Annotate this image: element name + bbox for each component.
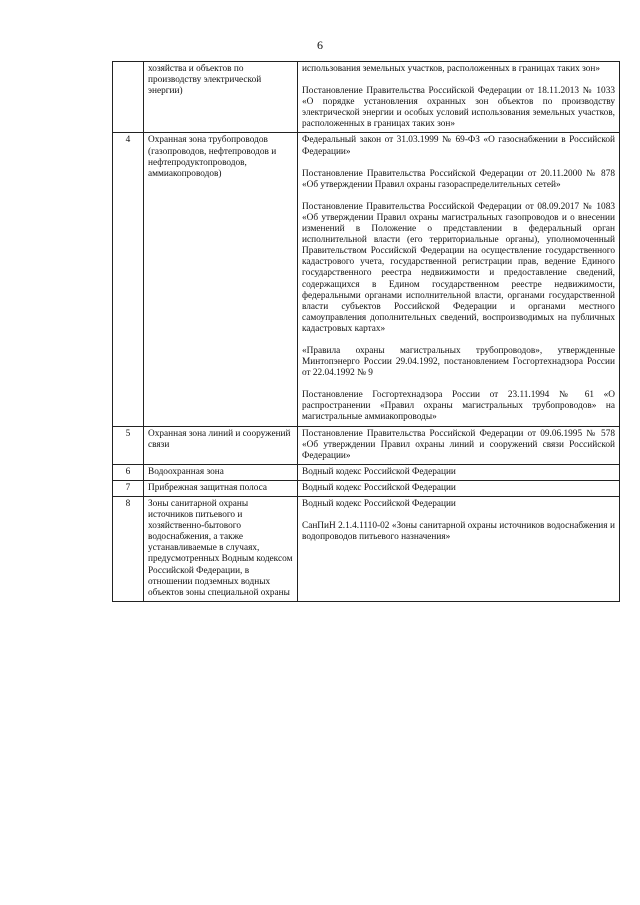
document-reference: Постановление Правительства Российской Федерации от 08.09.2017 № 1083 «Об утверждении Правил охраны магистральных газопроводов и о внесении изменений в Положение о представлении в федеральный орган исполнительной власти (его территориальные органы), уполномоченный Правительством Российской Федерации на осуществление государственного кадастрового учета, государственной регистрации прав, ведение Единого государственного реестра недвижимости и предоставление сведений, содержащихся в Едином государственном реестре недвижимости, федеральными органами исполнительной власти, органами государственной власти субъектов Российской Федерации и органами местного самоуправления дополнительных сведений, воспроизводимых на публичных кадастровых картах» (302, 201, 615, 334)
table-row (113, 497, 620, 602)
row-number: 8 (113, 497, 144, 602)
legal-documents (298, 464, 620, 480)
legal-documents (298, 62, 620, 133)
table-row (113, 426, 620, 464)
document-reference: Водный кодекс Российской Федерации (302, 499, 456, 509)
legal-documents (298, 426, 620, 464)
regulations-table (112, 61, 620, 602)
zone-name: Охранная зона трубопроводов (газопроводов, нефтепроводов и нефтепродуктопроводов, аммиакопроводов) (144, 133, 298, 426)
zone-name: Охранная зона линий и сооружений связи (144, 426, 298, 464)
table-row (113, 133, 620, 426)
row-number: 6 (113, 464, 144, 480)
document-reference: Постановление Госгортехнадзора России от 23.11.1994 № 61 «О распространении «Правил охраны магистральных трубопроводов» на магистральные аммиакопроводы» (302, 390, 615, 423)
page-number: 6 (317, 38, 323, 52)
document-reference: СанПиН 2.1.4.1110-02 «Зоны санитарной охраны источников водоснабжения и водопроводов питьевого назначения» (302, 521, 615, 543)
document-reference: Постановление Правительства Российской Федерации от 18.11.2013 № 1033 «О порядке установления охранных зон объектов по производству электрической энергии и особых условий использования земельных участков, расположенных в границах таких зон» (302, 86, 615, 130)
table-row (113, 62, 620, 133)
zone-name: Зоны санитарной охраны источников питьевого и хозяйственно-бытового водоснабжения, а также устанавливаемые в случаях, предусмотренных Водным кодексом Российской Федерации, в отношении подземных водных объектов зоны специальной охраны (144, 497, 298, 602)
legal-documents (298, 497, 620, 602)
row-number: 7 (113, 480, 144, 496)
row-number: 4 (113, 133, 144, 426)
table-row (113, 480, 620, 496)
document-reference: «Правила охраны магистральных трубопроводов», утвержденные Минтопэнерго России 29.04.1992, постановлением Госгортехнадзора России от 22.04.1992 № 9 (302, 345, 615, 379)
legal-documents (298, 480, 620, 496)
document-reference: Постановление Правительства Российской Федерации от 20.11.2000 № 878 «Об утверждении Правил охраны газораспределительных сетей» (302, 168, 615, 190)
row-number (113, 62, 144, 133)
zone-name: Водоохранная зона (144, 464, 298, 480)
document-reference: Федеральный закон от 31.03.1999 № 69-ФЗ «О газоснабжении в Российской Федерации» (302, 135, 615, 157)
document-reference: Водный кодекс Российской Федерации (302, 466, 456, 477)
zone-name: Прибрежная защитная полоса (144, 480, 298, 496)
document-reference: использования земельных участков, расположенных в границах таких зон» (302, 64, 600, 74)
legal-documents (298, 133, 620, 426)
document-reference: Водный кодекс Российской Федерации (302, 482, 456, 493)
zone-name: хозяйства и объектов по производству электрической энергии) (144, 62, 298, 133)
table-row (113, 464, 620, 480)
document-reference: Постановление Правительства Российской Федерации от 09.06.1995 № 578 «Об утверждении Правил охраны линий и сооружений связи Российской Федерации» (302, 428, 615, 461)
row-number: 5 (113, 426, 144, 464)
